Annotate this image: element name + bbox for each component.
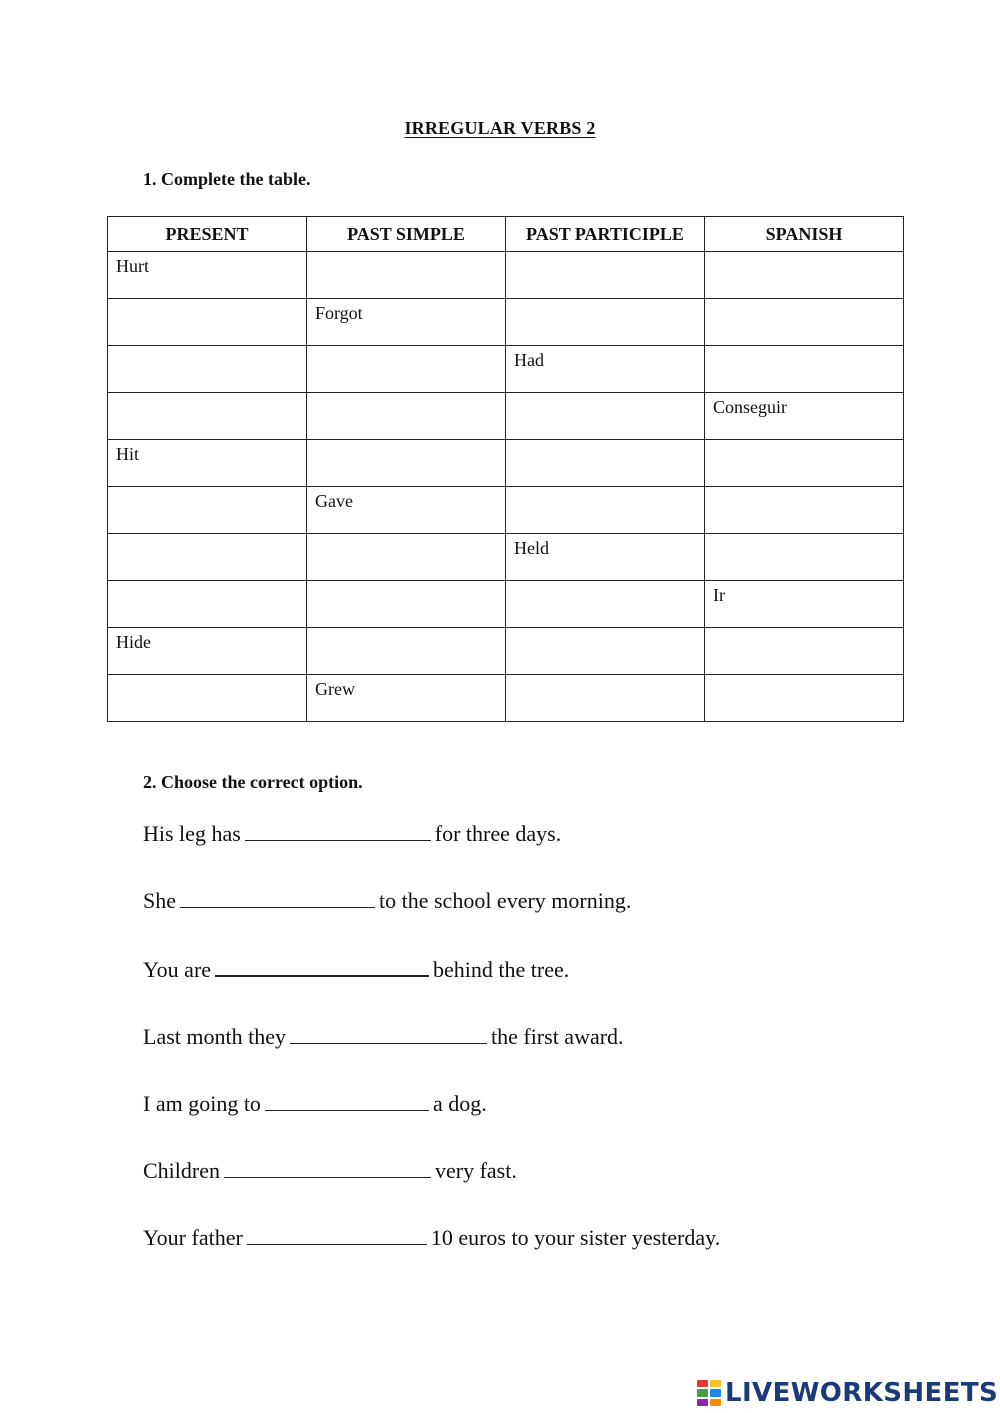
sentence-text-before: Your father: [143, 1225, 243, 1250]
cell-text: Held: [514, 538, 549, 558]
table-header-row: [108, 217, 904, 252]
cell-text: [705, 534, 903, 538]
table-cell[interactable]: [705, 534, 904, 581]
sentence-1: [143, 820, 561, 847]
cell-text: [506, 487, 704, 491]
logo-square: [697, 1399, 708, 1406]
table-row: [108, 299, 904, 346]
table-cell[interactable]: [108, 534, 307, 581]
sentence-text-before: Last month they: [143, 1024, 286, 1049]
logo-square: [697, 1389, 708, 1396]
sentence-3: [143, 955, 569, 983]
sentence-text-after: to the school every morning.: [379, 888, 632, 913]
table-row: [108, 581, 904, 628]
table-cell[interactable]: [307, 675, 506, 722]
sentence-6: [143, 1157, 517, 1184]
sentence-2: [143, 887, 631, 914]
sentence-text-after: 10 euros to your sister yesterday.: [430, 1225, 721, 1250]
cell-text: [506, 628, 704, 632]
table-cell[interactable]: [705, 346, 904, 393]
table-cell[interactable]: [506, 581, 705, 628]
cell-text: [705, 675, 903, 679]
cell-text: [108, 487, 306, 491]
table-cell[interactable]: [705, 393, 904, 440]
table-cell[interactable]: [307, 628, 506, 675]
cell-text: [108, 581, 306, 585]
sentence-text-after: behind the tree.: [433, 957, 570, 982]
logo-mark-icon: [697, 1380, 721, 1406]
answer-blank[interactable]: [265, 1090, 429, 1111]
table-cell[interactable]: [108, 440, 307, 487]
answer-blank[interactable]: [215, 955, 429, 977]
logo-text: LIVEWORKSHEETS: [725, 1378, 999, 1408]
cell-text: [705, 346, 903, 350]
cell-text: Had: [514, 350, 544, 370]
table-cell[interactable]: [307, 487, 506, 534]
sentence-text-before: She: [143, 888, 176, 913]
sentence-text-after: the first award.: [490, 1024, 624, 1049]
sentence-text-before: His leg has: [143, 821, 241, 846]
sentence-text-before: You are: [143, 957, 212, 982]
logo-square: [697, 1380, 708, 1387]
table-cell[interactable]: [307, 346, 506, 393]
cell-text: [307, 440, 505, 444]
table-cell[interactable]: [307, 440, 506, 487]
cell-text: [307, 393, 505, 397]
logo-square: [710, 1380, 721, 1387]
cell-text: [506, 440, 704, 444]
cell-text: [108, 534, 306, 538]
table-cell[interactable]: [307, 299, 506, 346]
column-header-present: PRESENT: [108, 217, 307, 252]
table-cell[interactable]: [506, 628, 705, 675]
table-cell[interactable]: [705, 252, 904, 299]
column-header-past-participle: PAST PARTICIPLE: [506, 217, 705, 252]
answer-blank[interactable]: [180, 887, 375, 908]
cell-text: Forgot: [315, 303, 363, 323]
cell-text: [108, 393, 306, 397]
table-cell[interactable]: [506, 299, 705, 346]
sentence-text-before: Children: [143, 1158, 220, 1183]
sentence-4: [143, 1023, 624, 1050]
answer-blank[interactable]: [224, 1157, 431, 1178]
cell-text: Grew: [315, 679, 355, 699]
cell-text: Gave: [315, 491, 353, 511]
cell-text: [506, 675, 704, 679]
table-cell[interactable]: [506, 534, 705, 581]
cell-text: Hurt: [116, 256, 149, 276]
logo-square: [710, 1399, 721, 1406]
table-cell[interactable]: [108, 487, 307, 534]
table-cell[interactable]: [705, 487, 904, 534]
table-cell[interactable]: [108, 299, 307, 346]
cell-text: [506, 393, 704, 397]
cell-text: [307, 581, 505, 585]
cell-text: [705, 299, 903, 303]
section-1-heading: 1. Complete the table.: [143, 169, 311, 189]
table-row: [108, 487, 904, 534]
cell-text: [705, 440, 903, 444]
sentence-text-after: a dog.: [432, 1091, 487, 1116]
cell-text: [506, 252, 704, 256]
table-cell[interactable]: [506, 675, 705, 722]
table-cell[interactable]: [108, 346, 307, 393]
cell-text: [108, 299, 306, 303]
table-row: [108, 628, 904, 675]
sentence-text-before: I am going to: [143, 1091, 261, 1116]
cell-text: [705, 252, 903, 256]
cell-text: Hit: [116, 444, 140, 464]
sentence-7: [143, 1224, 720, 1251]
cell-text: [307, 534, 505, 538]
worksheet-title: IRREGULAR VERBS 2: [404, 118, 596, 138]
cell-text: [307, 628, 505, 632]
cell-text: [705, 487, 903, 491]
cell-text: Hide: [116, 632, 151, 652]
cell-text: Ir: [713, 585, 725, 605]
table-cell[interactable]: [705, 581, 904, 628]
sentence-5: [143, 1090, 487, 1117]
table-cell[interactable]: [705, 628, 904, 675]
sentence-text-after: very fast.: [435, 1158, 517, 1183]
answer-blank[interactable]: [290, 1023, 487, 1044]
liveworksheets-logo: [697, 1378, 998, 1408]
table-cell[interactable]: [705, 440, 904, 487]
table-cell[interactable]: [307, 534, 506, 581]
table-cell[interactable]: [307, 252, 506, 299]
table-cell[interactable]: [307, 581, 506, 628]
section-2-heading: 2. Choose the correct option.: [143, 772, 363, 792]
table-row: [108, 252, 904, 299]
table-cell[interactable]: [108, 628, 307, 675]
cell-text: [108, 346, 306, 350]
table-cell[interactable]: [108, 675, 307, 722]
answer-blank[interactable]: [245, 820, 431, 841]
column-header-past-simple: PAST SIMPLE: [307, 217, 506, 252]
cell-text: [108, 675, 306, 679]
table-cell[interactable]: [108, 581, 307, 628]
table-cell[interactable]: [108, 252, 307, 299]
table-row: [108, 393, 904, 440]
sentence-text-after: for three days.: [434, 821, 562, 846]
table-row: [108, 534, 904, 581]
table-row: [108, 440, 904, 487]
verbs-table: [107, 216, 904, 722]
answer-blank[interactable]: [247, 1224, 427, 1245]
logo-square: [710, 1389, 721, 1396]
table-cell[interactable]: [506, 440, 705, 487]
table-cell[interactable]: [108, 393, 307, 440]
table-cell[interactable]: [506, 487, 705, 534]
table-cell[interactable]: [705, 675, 904, 722]
table-cell[interactable]: [506, 252, 705, 299]
cell-text: [307, 346, 505, 350]
cell-text: [506, 299, 704, 303]
table-cell[interactable]: [307, 393, 506, 440]
table-cell[interactable]: [506, 393, 705, 440]
cell-text: [307, 252, 505, 256]
table-cell[interactable]: [506, 346, 705, 393]
cell-text: Conseguir: [713, 397, 787, 417]
column-header-spanish: SPANISH: [705, 217, 904, 252]
table-row: [108, 675, 904, 722]
table-row: [108, 346, 904, 393]
table-cell[interactable]: [705, 299, 904, 346]
cell-text: [506, 581, 704, 585]
cell-text: [705, 628, 903, 632]
